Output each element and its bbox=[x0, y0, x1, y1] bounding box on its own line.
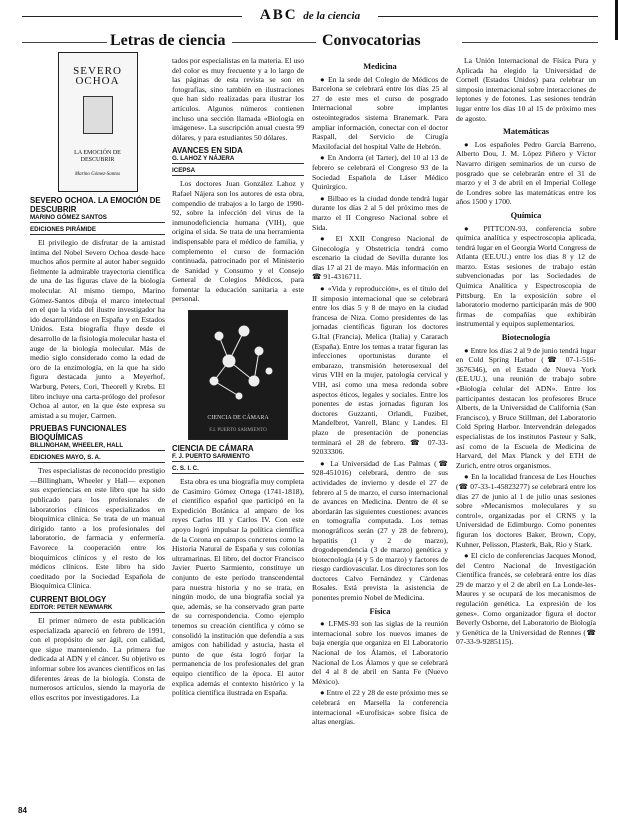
botanical-illustration-icon bbox=[189, 311, 288, 411]
heading-biotecnologia: Biotecnología bbox=[501, 333, 551, 343]
heading-quimica: Química bbox=[510, 210, 542, 220]
announcement: ● Bilbao es la ciudad donde tendrá lugar durante los días 2 al 5 del próximo mes de marzo el II Congreso Nacional sobre el Sida. bbox=[312, 193, 448, 232]
review-title: AVANCES EN SIDA bbox=[172, 146, 243, 156]
column-1 bbox=[30, 52, 165, 704]
announcement: ● En la sede del Colegio de Médicos de Barcelona se celebrará entre los días 25 al 27 de este mes el curso de posgrado Internacional sobre implantes osteointegrados sistema Branemark. Para ampliar información, conectar con el doctor Raspall, del Servicio de Cirugía Maxilofacial del hospital Valle de Hebrón. bbox=[312, 74, 448, 151]
announcement: ● En Andorra (el Tarter), del 10 al 13 de febrero se celebrará el Congreso 93 de la Sociedad Española de Láser Médico Quirúrgico. bbox=[312, 153, 448, 192]
section-title-convocatorias: Convocatorias bbox=[322, 32, 421, 49]
announcement: ● En la localidad francesa de Les Houches (☎ 07-33-1-45823277) se celebrará entre los días 27 de junio al 1 de julio unas sesiones sobre «Mecanismos moleculares y su control», organizadas por el CRNS y la Universidad de Edimburgo. Como ponentes figuran los doctores Baker, Brown, Copy, Kuhner, Pelisson, Plasterk, Bak, Rio y Stark. bbox=[456, 472, 596, 549]
cover-title: CIENCIA DE CÁMARA bbox=[207, 414, 269, 421]
review-publisher: EDICIONES PIRÁMIDE bbox=[30, 226, 165, 235]
review-author: G. LAHOZ Y NÁJERA bbox=[172, 155, 304, 164]
announcement: ● El XXII Congreso Nacional de Ginecología y Obstetricia tendrá como escenario la ciudad de Sevilla durante los días 17 al 21 de mayo. Más información en ☎ 91-4316711. bbox=[312, 234, 448, 282]
review-title: CURRENT BIOLOGY bbox=[30, 595, 107, 604]
announcement: ● Los españoles Pedro García Barreno, Alberto Dou, J. M. López Piñero y Víctor Navarro dirigen seminarios de un curso de posgrado que se celebrarán entre el 31 de marzo y el 3 de abril en el Imperial College de Londres sobre las matemáticas entre los años 1500 y 1700. bbox=[456, 139, 596, 207]
section-title-letras: Letras de ciencia bbox=[110, 32, 226, 49]
review-body: Esta obra es una biografía muy completa de Casimiro Gómez Ortega (1741-1818), el científico español que participó en la Expedición Botánica al amparo de los reyes Carlos III y Carlos IV. Con este apoyo logró impulsar la política científica de la Corona en campos concretos como la Historia Natural de España y sus colonias ultramarinas. El libro, del doctor Francisco Javier Puerto Sarmiento, constituye un conjunto de este período transcendental para nuestra historia y no se trata, en ningún modo, de una biografía social ya que, además, se ha conservado gran parte de su correspondencia. Como ejemplo tenemos su creación científica y cómo se consolidó la institución que defendía a sus amigos con habilidad y astucia, hasta el punto de que ésta logró forjar la permanencia de los profesionales del gran equipo científico de la época. El autor explica además el contexto histórico y la política científica ilustrada en España. bbox=[172, 477, 304, 698]
heading-medicina: Medicina bbox=[363, 62, 397, 71]
cover-footer: Marino Gómez-Santos bbox=[74, 172, 121, 178]
announcement: La Unión Internacional de Física Pura y Aplicada ha elegido la Universidad de Cornell (Estados Unidos) para celebrar un simposio internacional sobre interacciones de leptones y de fotones. Las sesiones tendrán lugar entre los días 10 al 15 de próximo mes de agosto. bbox=[456, 56, 596, 123]
masthead bbox=[0, 6, 620, 28]
announcement: ● El ciclo de conferencias Jacques Monod, del Centro Nacional de Investigación Científica francés, se celebrará entre los días 29 de marzo y el 2 de abril en La Londe-les-Maures y se ocupará de los mecanismos de regulación genética. La expresión de los genes». Como organizador figura el doctor Beverly Osborne, del Laboratorio de Biología y Genética de la Universidad de Rennes (☎ 07-33-9-9285115). bbox=[456, 551, 596, 647]
review-author: EDITOR: PETER NEWMARK bbox=[30, 604, 165, 613]
review-body: El primer número de esta publicación especializada apareció en febrero de 1991, con el propósito de ser ágil, con calidad, que sigue manteniendo. La primera fue dedicada al ADN y el cáncer. Su objetivo es informar sobre los avances científicos en las diferentes áreas de la biología. Consta de numerosos artículos, siendo la mayoría de ellos escritos por investigadores. La bbox=[30, 616, 165, 702]
column-3 bbox=[312, 58, 448, 729]
review-body: Los doctores Juan González Lahoz y Rafael Nájera son los autores de esta obra, compendio de trabajos a lo largo de 1990-92, sobre la infección del virus de la inmunodeficiencia humana (VIH), que origina el sida. Se trata de una herramienta indispensable para el médico de familia, y complemento el curso de formación continuada, patrocinado por el Ministerio de Sanidad y Consumo y el Consejo General de Colegios Médicos, para fomentar la educación sanitaria a este personal. bbox=[172, 179, 304, 304]
page-number: 84 bbox=[18, 806, 27, 815]
review-title: CIENCIA DE CÁMARA bbox=[172, 444, 254, 454]
review-title: PRUEBAS FUNCIONALES BIOQUÍMICAS bbox=[30, 424, 127, 443]
book-cover-severo-ochoa bbox=[58, 52, 138, 192]
review-body-continued: tados por especialistas en la materia. El uso del color es muy frecuente y a lo largo de las páginas de esta revista se son en fotografías, sino también en ilustraciones que han sido realizadas para ilustrar los artículos. Algunos números contienen incluso una sección llamada «Biología en imágenes». La suscripción anual cuesta 99 dólares, y para estudiantes 50 dólares. bbox=[172, 56, 305, 142]
review-author: F. J. PUERTO SARMIENTO bbox=[172, 453, 304, 462]
section-rule bbox=[462, 42, 598, 43]
announcement: ● Entre el 22 y 28 de este próximo mes se celebrará en Marsella la conferencia internacional «Eurofísica» sobre física de altas energías. bbox=[312, 688, 448, 727]
heading-matematicas: Matemáticas bbox=[502, 127, 550, 137]
announcement: ● LFMS-93 son las siglas de la reunión internacional sobre los nuevos imanes de baja energía que organiza en El Laboratorio Nacional de los Álamos, el Laboratorio Nacional de Los Álamos y que se celebrará del 4 al 8 de abril en Santa Fe (Nuevo México). bbox=[312, 619, 448, 686]
review-publisher: EDICIONES MAYO, S. A. bbox=[30, 454, 165, 463]
cover-author: SEVERO OCHOA bbox=[73, 65, 122, 87]
review-title: SEVERO OCHOA. LA EMOCIÓN DE DESCUBRIR bbox=[30, 196, 161, 214]
review-publisher: ICEPSA bbox=[172, 167, 304, 176]
book-cover-ciencia-de-camara bbox=[188, 310, 288, 440]
column-4 bbox=[456, 56, 596, 649]
announcement: ● Entre los días 2 al 9 de junio tendrá lugar en Cold Spring Harbor (☎ 07-1-516-3676346), en el Estado de Nueva York (EE.UU.), una reunión de trabajo sobre «Biología celular del ADN». Entre los participantes destacan los profesores Bruce Alberts, de la Universidad de California (San Francisco), y Bruce Stillman, del Laboratorio Cold Spring Harbor. Intervendrán delegados especialistas de los institutos Pasteur y Salk, así como de la Escuela de Medicina de Harvard, del Max Planck y del ETH de Zurich, entre otros organismos. bbox=[456, 345, 596, 470]
review-body: El privilegio de disfrutar de la amistad íntima del Nobel Severo Ochoa desde hace muchos años permite al autor haber seguido fielmente la admirable trayectoria científica de una de las figuras clave de la biología molecular. Al mismo tiempo, Marino Gómez-Santos dibuja el marco intelectual en el que la vida del ilustre investigador ha ido desarrollándose en España y en Estados Unidos. Esta biografía fluye desde el desarrollo de la fisiología molecular hasta el auge de la biología molecular. Más de medio siglo considerado como la edad de oro de la enzimología, en la que ha sido figura destacada junto a Meyerhof, Warburg, Peters, Cori, Theorell y Krebs. El libro incluye una carta-prólogo del profesor Ochoa al autor, en la que éste expresa su amistad a su mujer, Carmen. bbox=[30, 238, 165, 420]
review-body: Tres especialistas de reconocido prestigio —Billingham, Wheeler y Hall— exponen sus experiencias en este libro que ha sido publicado para los profesionales de laboratorios clínicos especializados en bioquímica clínica. Se trata de un manual dirigido tanto a los profesionales del laboratorio, de farmacia y enfermería. Favorece la cooperación entre los bioquímicos clínicos y el resto de los médicos clínicos. Este libro ha sido coeditado por la Sociedad Española de Bioquímica Clínica. bbox=[30, 466, 165, 591]
section-rule bbox=[232, 42, 316, 43]
review-author: BILLINGHAM, WHEELER, HALL bbox=[30, 442, 165, 451]
cover-title: LA EMOCIÓN DE DESCUBRIR bbox=[74, 150, 121, 164]
section-rule bbox=[22, 42, 107, 43]
cover-illustration bbox=[83, 96, 113, 134]
announcement: ● «Vida y reproducción», es el título del II simposio internacional que se celebrará entre los días 5 y 8 de mayo en la ciudad francesa de Niza. Como presidentes de las jornadas científicas figuran los doctores G.Ital (Francia), Melica (Italia) y Cararach (España). Entre los temas a tratar figuran las infecciones oportunistas durante el embarazo, transmisión heterosexual del virus VIH en la mujer, patología cervical y VIH, así como una mesa redonda sobre aspectos éticos, legales y sociales. Entre los ponentes de estas jornadas figuran los doctores Guzzanti, Orlandi, Fuzibet, Mandelbrot, Vanrell, Blanc y Landes. El plazo de presentación de ponencias terminará el 28 de febrero. ☎ 07-33-92033306. bbox=[312, 284, 448, 457]
masthead-rule-right bbox=[378, 16, 598, 17]
masthead-title: ABC de la ciencia bbox=[259, 7, 361, 23]
review-publisher: C. S. I. C. bbox=[172, 465, 304, 474]
announcement: ● PITTCON-93, conferencia sobre química analítica y espectroscopia aplicada, tendrá lugar en el Georgia World Congress de Atlanta (EE.UU.) entre los días 8 y 12 de marzo. Estas sesiones de trabajo están subvencionadas por las Sociedades de Química Analítica y Espectroscopia de Pittsburg. En la exposición sobre el laboratorio moderno participarán más de 900 firmas de compañías que exhibirán instrumental y equipos suplementarios. bbox=[456, 223, 596, 329]
heading-fisica: Física bbox=[369, 606, 391, 616]
announcement: ● La Universidad de Las Palmas (☎ 928-451016) celebrará, dentro de sus actividades de invierno y desde el 27 de febrero al 5 de marzo, el curso internacional de avances en Medicina. Dentro de él se abordarán las siguientes cuestiones: avances en tomografía computada. Los temas monográficos serán (27 y 28 de febrero), hepatitis (1 y 2 de marzo), drogodependencia (3 de marzo) genética y biotecnología (4 y 5 de marzo) y factores de riesgo cardiovascular. Los directores son los doctores Calvo Fernández y Cárdenas Rosales. Está prevista la asistencia de ponentes premio Nobel de Medicina. bbox=[312, 458, 448, 603]
review-author: MARINO GÓMEZ SANTOS bbox=[30, 214, 165, 223]
cover-subtitle: F.J. PUERTO SARMIENTO bbox=[209, 428, 267, 434]
masthead-rule-left bbox=[22, 16, 242, 17]
column-2 bbox=[172, 56, 304, 700]
